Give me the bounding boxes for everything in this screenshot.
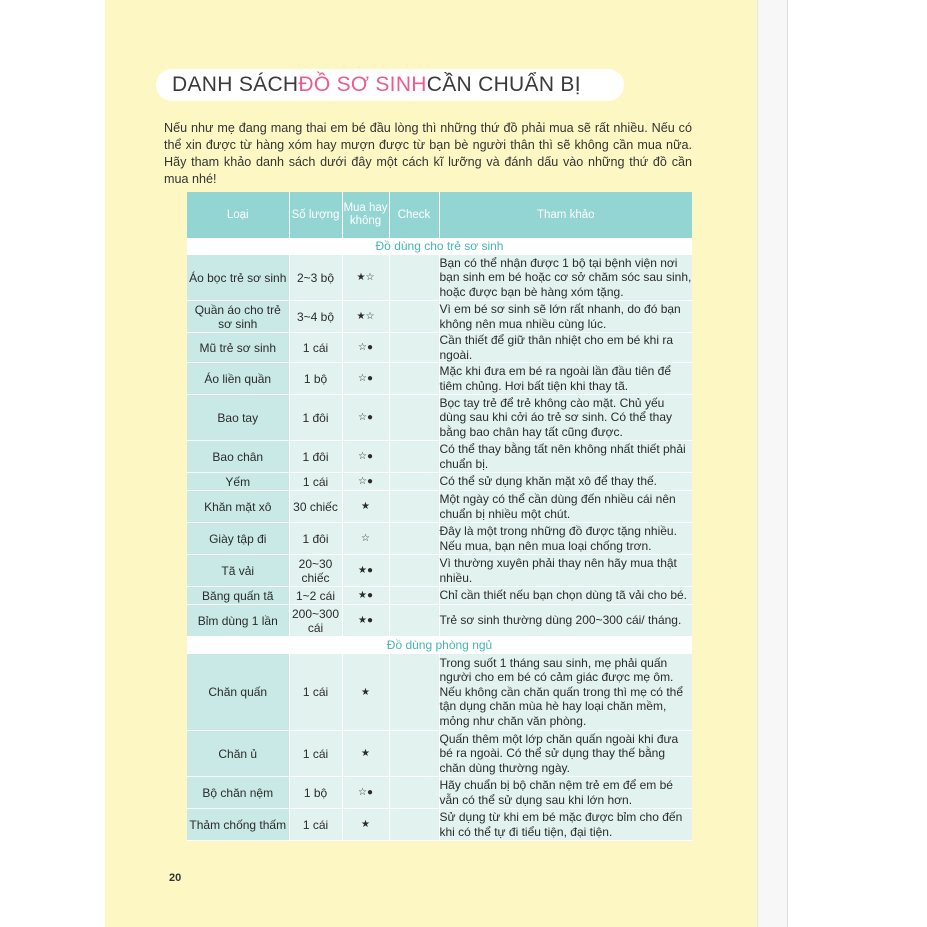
item-quantity: 200~300 cái	[289, 605, 342, 637]
table-row	[187, 395, 692, 441]
item-buy-rating: ★☆	[342, 255, 389, 301]
item-check-box[interactable]	[389, 473, 439, 491]
title-part2: CẦN CHUẨN BỊ	[426, 73, 581, 96]
item-reference: Vì thường xuyên phải thay nên hãy mua thật nhiều.	[439, 555, 692, 587]
item-check-box[interactable]	[389, 363, 439, 395]
item-buy-rating: ★	[342, 491, 389, 523]
item-buy-rating: ★	[342, 731, 389, 777]
table-row	[187, 333, 692, 363]
checklist-table	[187, 192, 692, 841]
item-quantity: 1~2 cái	[289, 587, 342, 605]
item-reference: Quấn thêm một lớp chăn quấn ngoài khi đưa bé ra ngoài. Có thể sử dụng thay thế bằng chăn dùng thường ngày.	[439, 731, 692, 777]
item-reference: Cần thiết để giữ thân nhiệt cho em bé khi ra ngoài.	[439, 333, 692, 363]
item-reference: Trẻ sơ sinh thường dùng 200~300 cái/ tháng.	[439, 605, 692, 637]
item-quantity: 1 bộ	[289, 363, 342, 395]
item-check-box[interactable]	[389, 523, 439, 555]
item-type: Bao chân	[187, 441, 289, 473]
item-check-box[interactable]	[389, 441, 439, 473]
header-qty: Số lượng	[289, 192, 342, 238]
item-buy-rating: ☆●	[342, 473, 389, 491]
item-type: Giày tập đi	[187, 523, 289, 555]
item-check-box[interactable]	[389, 777, 439, 809]
item-type: Khăn mặt xô	[187, 491, 289, 523]
header-type: Loại	[187, 192, 289, 238]
table-row	[187, 777, 692, 809]
title-banner	[156, 69, 624, 101]
item-quantity: 1 cái	[289, 654, 342, 731]
item-buy-rating: ☆●	[342, 395, 389, 441]
item-type: Bỉm dùng 1 lần	[187, 605, 289, 637]
item-reference: Có thể sử dụng khăn mặt xô để thay thế.	[439, 473, 692, 491]
item-buy-rating: ★☆	[342, 301, 389, 333]
table-row	[187, 731, 692, 777]
item-buy-rating: ★●	[342, 555, 389, 587]
item-quantity: 1 đôi	[289, 441, 342, 473]
item-check-box[interactable]	[389, 587, 439, 605]
header-ref: Tham khảo	[439, 192, 692, 238]
header-check: Check	[389, 192, 439, 238]
item-reference: Trong suốt 1 tháng sau sinh, mẹ phải quấn người cho em bé có cảm giác được mẹ ôm. Nếu không cần chăn quấn trong thì mẹ có thể tận dụng chăn mùa hè hay loại chăn mềm, mỏng như chăn văn phòng.	[439, 654, 692, 731]
item-type: Chăn ủ	[187, 731, 289, 777]
item-quantity: 3~4 bộ	[289, 301, 342, 333]
title-highlight: ĐỒ SƠ SINH	[298, 73, 427, 96]
table-row	[187, 654, 692, 731]
item-type: Áo liền quần	[187, 363, 289, 395]
item-buy-rating: ☆●	[342, 363, 389, 395]
item-check-box[interactable]	[389, 654, 439, 731]
item-buy-rating: ☆	[342, 523, 389, 555]
table-row	[187, 255, 692, 301]
table-row	[187, 363, 692, 395]
item-check-box[interactable]	[389, 605, 439, 637]
item-buy-rating: ★	[342, 809, 389, 841]
item-reference: Bạn có thể nhận được 1 bộ tại bệnh viện nơi bạn sinh em bé hoặc cơ sở chăm sóc sau sinh, hoặc được bạn bè hàng xóm tặng.	[439, 255, 692, 299]
table-row	[187, 605, 692, 637]
item-quantity: 1 cái	[289, 473, 342, 491]
item-buy-rating: ★●	[342, 605, 389, 637]
item-type: Quần áo cho trẻ sơ sinh	[187, 301, 289, 333]
item-quantity: 1 đôi	[289, 395, 342, 441]
table-header-row	[187, 192, 692, 238]
item-quantity: 1 cái	[289, 809, 342, 841]
item-reference: Vì em bé sơ sinh sẽ lớn rất nhanh, do đó bạn không nên mua nhiều cùng lúc.	[439, 301, 692, 333]
table-row	[187, 587, 692, 605]
section-row	[187, 238, 692, 255]
item-type: Chăn quấn	[187, 654, 289, 731]
item-type: Mũ trẻ sơ sinh	[187, 333, 289, 363]
item-check-box[interactable]	[389, 395, 439, 441]
section-title: Đồ dùng cho trẻ sơ sinh	[187, 238, 692, 255]
item-quantity: 2~3 bộ	[289, 255, 342, 301]
item-type: Băng quấn tã	[187, 587, 289, 605]
table-body	[187, 238, 692, 841]
item-check-box[interactable]	[389, 731, 439, 777]
table-row	[187, 555, 692, 587]
item-reference: Một ngày có thể cần dùng đến nhiều cái nên chuẩn bị nhiều một chút.	[439, 491, 692, 523]
table-row	[187, 301, 692, 333]
item-reference: Sử dụng từ khi em bé mặc được bỉm cho đến khi có thể tự đi tiểu tiện, đại tiện.	[439, 809, 692, 841]
title-part1: DANH SÁCH	[172, 73, 299, 96]
page-number: 20	[169, 872, 182, 884]
item-buy-rating: ☆●	[342, 441, 389, 473]
item-reference: Đây là một trong những đồ được tặng nhiều. Nếu mua, bạn nên mua loại chống trơn.	[439, 523, 692, 555]
intro-paragraph: Nếu như mẹ đang mang thai em bé đầu lòng thì những thứ đồ phải mua sẽ rất nhiều. Nếu có thể xin được từ hàng xóm hay mượn được từ bạn bè người thân thì sẽ không cần mua nữa. Hãy tham khảo danh sách dưới đây một cách kĩ lưỡng và đánh dấu vào những thứ đồ cần mua nhé!	[164, 121, 692, 186]
item-reference: Có thể thay bằng tất nên không nhất thiết phải chuẩn bị.	[439, 441, 692, 473]
header-buy: Mua hay không	[342, 192, 389, 238]
item-buy-rating: ☆●	[342, 777, 389, 809]
table-row	[187, 441, 692, 473]
item-reference: Hãy chuẩn bị bộ chăn nệm trẻ em để em bé vẫn có thể sử dụng sau khi lớn hơn.	[439, 777, 692, 809]
item-quantity: 1 cái	[289, 731, 342, 777]
item-check-box[interactable]	[389, 555, 439, 587]
item-type: Bộ chăn nệm	[187, 777, 289, 809]
item-type: Áo bọc trẻ sơ sinh	[187, 255, 289, 301]
item-reference: Bọc tay trẻ để trẻ không cào mặt. Chủ yếu dùng sau khi cởi áo trẻ sơ sinh. Có thể thay bằng bao chân hay tất cũng được.	[439, 395, 692, 441]
item-check-box[interactable]	[389, 255, 439, 301]
section-row	[187, 637, 692, 654]
item-reference: Chỉ cần thiết nếu bạn chọn dùng tã vải cho bé.	[439, 587, 692, 605]
section-title: Đồ dùng phòng ngủ	[187, 637, 692, 654]
item-check-box[interactable]	[389, 333, 439, 363]
item-quantity: 1 cái	[289, 333, 342, 363]
item-type: Yếm	[187, 473, 289, 491]
page-edge-line	[787, 0, 788, 927]
item-check-box[interactable]	[389, 491, 439, 523]
item-quantity: 20~30 chiếc	[289, 555, 342, 587]
item-buy-rating: ★	[342, 654, 389, 731]
item-quantity: 30 chiếc	[289, 491, 342, 523]
item-check-box[interactable]	[389, 809, 439, 841]
item-quantity: 1 bộ	[289, 777, 342, 809]
item-reference: Mặc khi đưa em bé ra ngoài lần đầu tiên để tiêm chủng. Hơi bất tiện khi thay tã.	[439, 363, 692, 395]
item-type: Tã vải	[187, 555, 289, 587]
table-row	[187, 491, 692, 523]
table-row	[187, 473, 692, 491]
item-type: Thảm chống thấm	[187, 809, 289, 841]
page-edge	[757, 0, 788, 927]
item-check-box[interactable]	[389, 301, 439, 333]
item-type: Bao tay	[187, 395, 289, 441]
table-row	[187, 523, 692, 555]
item-buy-rating: ★●	[342, 587, 389, 605]
table-row	[187, 809, 692, 841]
item-buy-rating: ☆●	[342, 333, 389, 363]
item-quantity: 1 đôi	[289, 523, 342, 555]
